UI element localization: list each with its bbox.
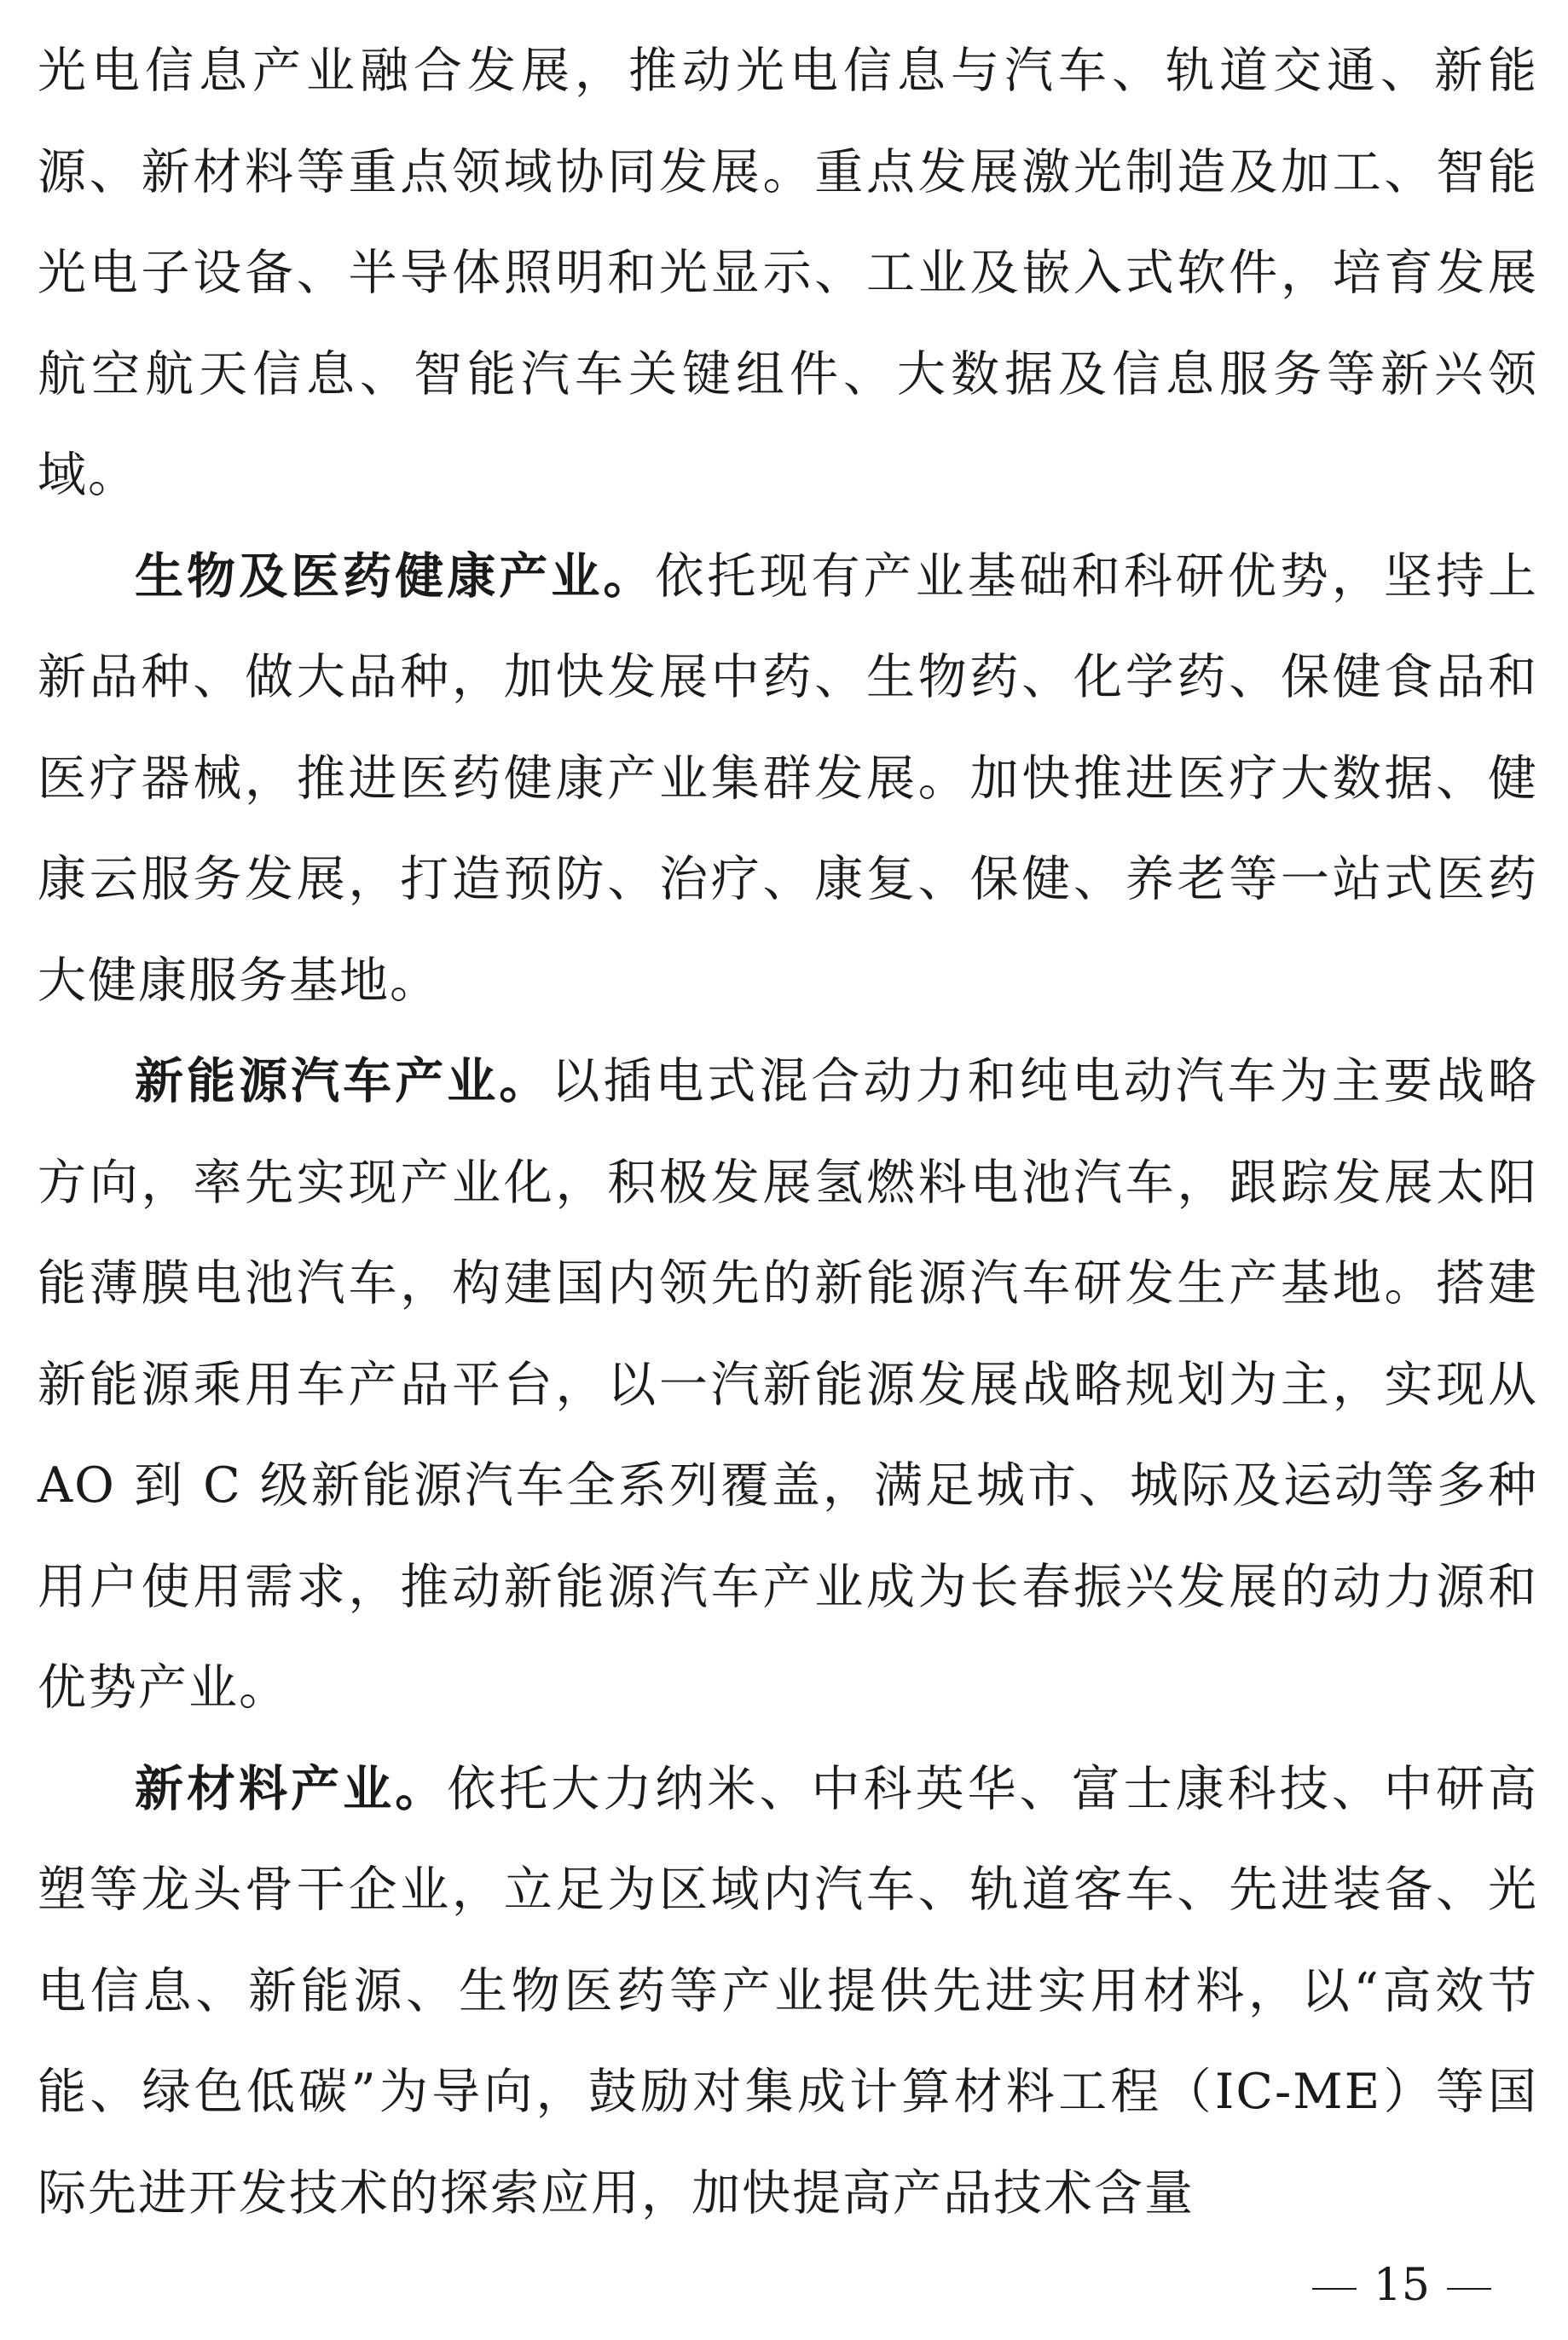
paragraph-new-materials (38, 1739, 1538, 2244)
paragraph-biomedical-health (38, 526, 1538, 1032)
footer-dash-left (1312, 2288, 1357, 2290)
paragraph-heading: 生物及医药健康产业。 (135, 547, 656, 605)
page-number: 15 (1373, 2260, 1430, 2311)
paragraph-text: 光电信息产业融合发展，推动光电信息与汽车、轨道交通、新能源、新材料等重点领域协同发展。重点发展激光制造及加工、智能光电子设备、半导体照明和光显示、工业及嵌入式软件，培育发展航空航天信息、智能汽车关键组件、大数据及信息服务等新兴领域。 (38, 43, 1538, 503)
paragraph-heading: 新材料产业。 (135, 1760, 448, 1817)
paragraph-optoelectronics-continued (38, 20, 1538, 526)
paragraph-text: 以插电式混合动力和纯电动汽车为主要战略方向，率先实现产业化，积极发展氢燃料电池汽车，跟踪发展太阳能薄膜电池汽车，构建国内领先的新能源汽车研发生产基地。搭建新能源乘用车产品平台，以一汽新能源发展战略规划为主，实现从 AO 到 C 级新能源汽车全系列覆盖，满足城市、城际及运动等多种用户使用需求，推动新能源汽车产业成为长春振兴发展的动力源和优势产业。 (38, 1053, 1539, 1716)
paragraph-text: 依托现有产业基础和科研优势，坚持上新品种、做大品种，加快发展中药、生物药、化学药、保健食品和医疗器械，推进医药健康产业集群发展。加快推进医疗大数据、健康云服务发展，打造预防、治疗、康复、保健、养老等一站式医药大健康服务基地。 (38, 547, 1539, 1009)
footer-dash-right (1447, 2288, 1491, 2290)
paragraph-text: 依托大力纳米、中科英华、富士康科技、中研高塑等龙头骨干企业，立足为区域内汽车、轨道客车、先进装备、光电信息、新能源、生物医药等产业提供先进实用材料，以“高效节能、绿色低碳”为导向，鼓励对集成计算材料工程（IC-ME）等国际先进开发技术的探索应用，加快提高产品技术含量 (38, 1760, 1539, 2221)
paragraph-new-energy-vehicles (38, 1031, 1538, 1739)
paragraph-heading: 新能源汽车产业。 (135, 1053, 552, 1109)
document-page (38, 20, 1538, 2244)
page-footer (1295, 2258, 1508, 2313)
